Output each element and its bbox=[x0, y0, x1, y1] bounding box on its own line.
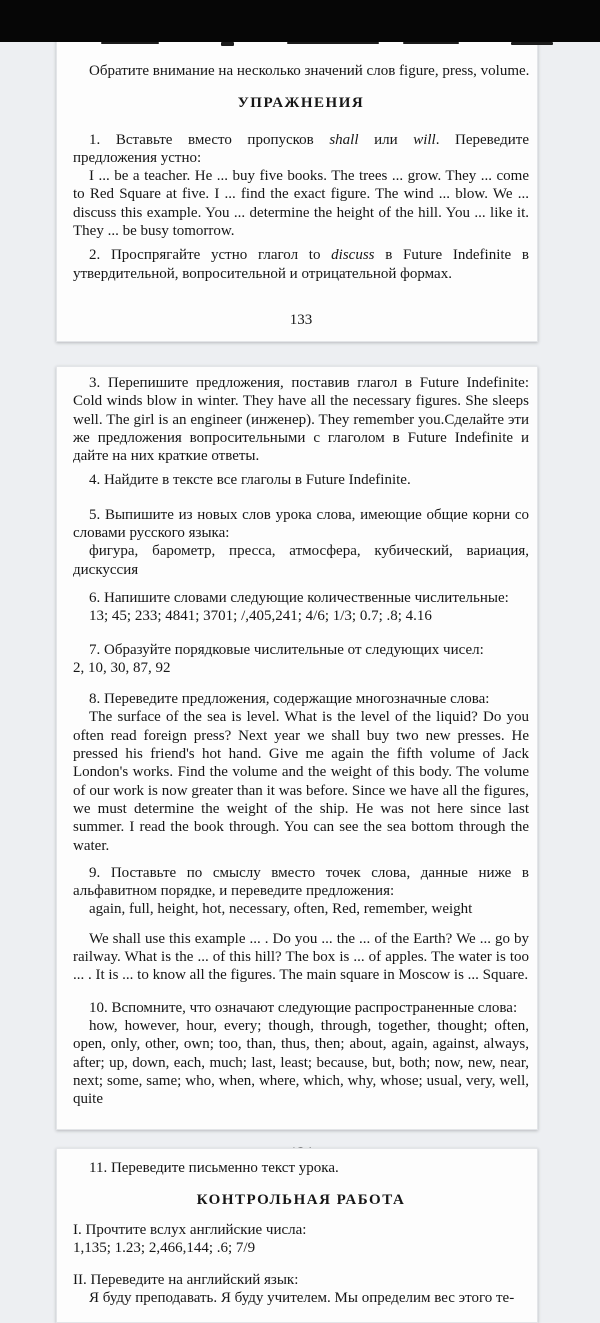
test-task-1-instruction: I. Прочтите вслух английские числа: bbox=[73, 1221, 307, 1238]
page-134 bbox=[56, 366, 538, 1130]
exercise-9-sentences: We shall use this example ... . Do you ... the ... of the Earth? We ... go by railway. What is the ... of this hill? The box is ... of apples. The water is too ... . It is ... to know all the figures. The main square in Moscow is ... Square. bbox=[73, 930, 529, 984]
text-fragment-mark bbox=[221, 42, 234, 46]
exercise-8-sentences: The surface of the sea is level. What is the level of the liquid? Do you often read foreign press? Next year we shall buy two new presses. He pressed his friend's hot hand. Give me again the fifth volume of Jack London's works. Find the volume and the weight of this body. The volume of our work is now greater than it was before. Since we have all the figures, we must determine the weight of the ship. He was not here since last summer. I read the book through. You can see the sea bottom through the water. bbox=[73, 709, 529, 854]
section-title-test: КОНТРОЛЬНАЯ РАБОТА bbox=[196, 1192, 406, 1209]
exercise-11-instruction: 11. Переведите письменно текст урока. bbox=[89, 1160, 339, 1176]
exercise-1-sentences: I ... be a teacher. He ... buy five books. The trees ... grow. They ... come to Red Square at five. I ... find the exact figure. The wind ... blow. We ... discuss this example. You ... determine the height of the hill. You ... like it. They ... be busy tomorrow. bbox=[73, 168, 529, 240]
exercise-8-instruction: 8. Переведите предложения, содержащие многозначные слова: bbox=[89, 691, 490, 708]
page-135 bbox=[56, 1148, 538, 1323]
test-task-1-numbers: 1,135; 1.23; 2,466,144; .6; 7/9 bbox=[73, 1239, 256, 1256]
exercise-3-instruction: 3. Перепишите предложения, поставив глагол в Future Indefinite: Cold winds blow in winter. They have all the necessary figures. She sleeps well. The girl is an engineer (инженер). They remember you.Сделайте эти же предложения вопросительными с глаголом в Future Indefinite и дайте на них краткие ответы. bbox=[73, 375, 529, 465]
top-black-bar bbox=[0, 0, 600, 42]
text-fragment-mark bbox=[403, 42, 459, 44]
section-title-exercises: УПРАЖНЕНИЯ bbox=[237, 95, 365, 112]
exercise-9-instruction: 9. Поставьте по смыслу вместо точек слова, данные ниже в альфавитном порядке, и переведите предложения: bbox=[73, 864, 529, 900]
exercise-5-word-list: фигура, барометр, пресса, атмосфера, кубический, вариация, дискуссия bbox=[73, 543, 529, 578]
text-fragment-mark bbox=[511, 42, 553, 45]
exercise-6-numbers: 13; 45; 233; 4841; 3701; /,405,241; 4/6; 1/3; 0.7; .8; 4.16 bbox=[89, 608, 432, 625]
exercise-2-instruction: 2. Проспрягайте устно глагол to discuss в Future Indefinite в утвердительной, вопросительной и отрицательной формах. bbox=[73, 247, 529, 282]
cut-off-text-line bbox=[73, 42, 529, 47]
page-number-133: 133 bbox=[289, 311, 313, 328]
exercise-9-word-list: again, full, height, hot, necessary, often, Red, remember, weight bbox=[89, 901, 473, 918]
test-task-2-sentences: Я буду преподавать. Я буду учителем. Мы определим вес этого те- bbox=[89, 1290, 515, 1307]
exercise-5-instruction: 5. Выпишите из новых слов урока слова, имеющие общие корни со словами русского языка: bbox=[73, 506, 529, 542]
exercise-1-instruction: 1. Вставьте вместо пропусков shall или will. Переведите предложения устно: bbox=[73, 131, 529, 166]
test-task-2-instruction: II. Переведите на английский язык: bbox=[73, 1272, 299, 1289]
note-on-word-meanings: Обратите внимание на несколько значений слов figure, press, volume. bbox=[89, 63, 529, 79]
text-fragment-mark bbox=[287, 42, 379, 44]
exercise-7-instruction: 7. Образуйте порядковые числительные от следующих чисел: bbox=[89, 641, 484, 658]
exercise-7-numbers: 2, 10, 30, 87, 92 bbox=[73, 659, 171, 676]
exercise-10-word-list: how, however, hour, every; though, through, together, thought; often, open, only, other, own; too, than, thus, then; about, again, against, always, after; up, down, each, much; last, least; because, but, both; now, new, near, next; some, same; who, when, where, which, why, whose; usual, very, well, quite bbox=[73, 1017, 529, 1108]
text-fragment-mark bbox=[101, 42, 159, 44]
page-133 bbox=[56, 38, 538, 342]
exercise-10-instruction: 10. Вспомните, что означают следующие распространенные слова: bbox=[89, 999, 518, 1016]
exercise-4-instruction: 4. Найдите в тексте все глаголы в Future Indefinite. bbox=[89, 472, 411, 489]
exercise-6-instruction: 6. Напишите словами следующие количественные числительные: bbox=[89, 589, 509, 606]
